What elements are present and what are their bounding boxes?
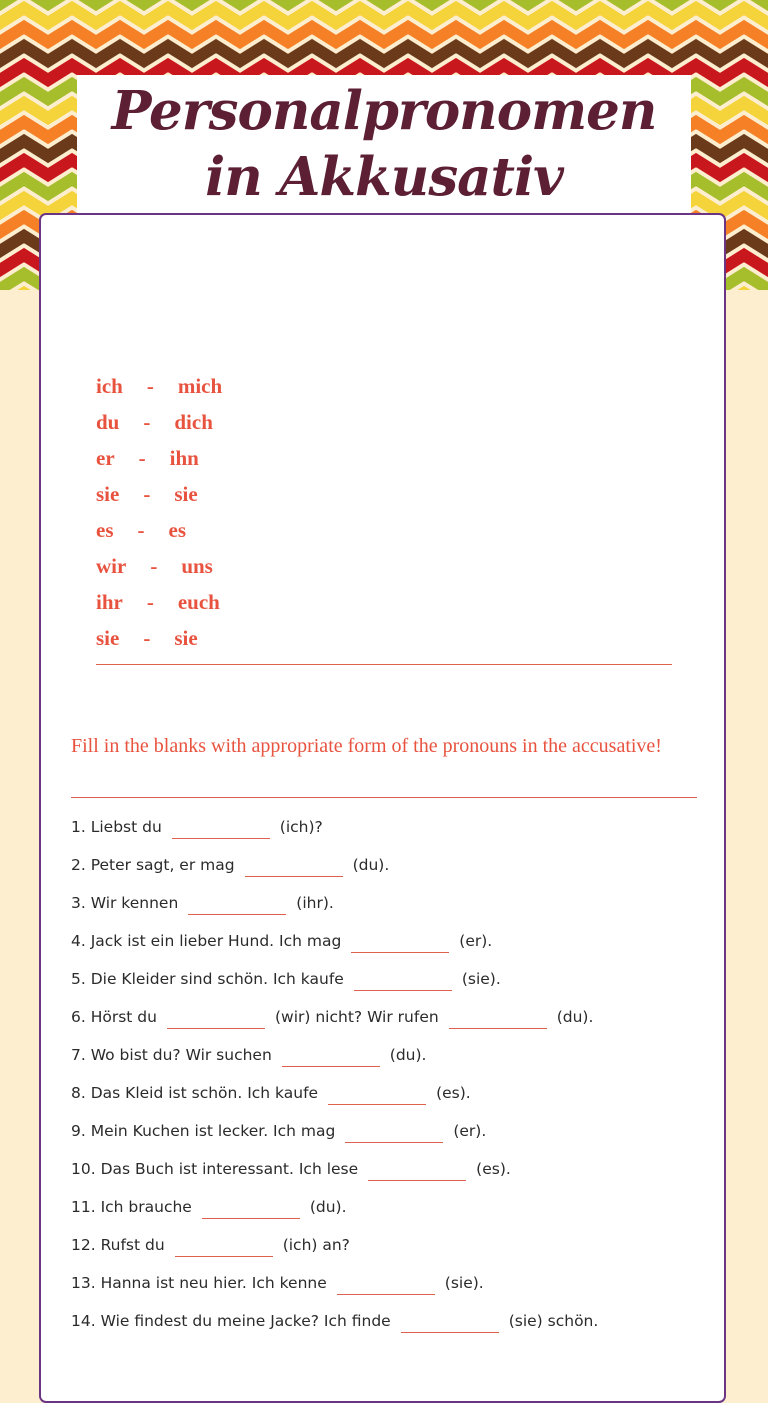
exercise-text: 5. Die Kleider sind schön. Ich kaufe <box>71 970 344 988</box>
pronoun-row <box>96 368 222 404</box>
exercise-text: 12. Rufst du <box>71 1236 165 1254</box>
exercise-text: (er). <box>459 932 493 950</box>
pronoun-row <box>96 584 222 620</box>
exercise-text: 9. Mein Kuchen ist lecker. Ich mag <box>71 1122 336 1140</box>
exercise-text: (er). <box>453 1122 487 1140</box>
exercise-instruction: Fill in the blanks with appropriate form of the pronouns in the accusative! <box>71 735 662 757</box>
pronoun-separator: - <box>143 482 151 506</box>
exercise-text: (sie). <box>444 1274 484 1292</box>
answer-blank[interactable] <box>351 952 449 953</box>
nominative-pronoun: ihr <box>96 590 123 614</box>
pronoun-table <box>96 368 222 656</box>
answer-blank[interactable] <box>401 1332 499 1333</box>
pronoun-separator: - <box>137 518 145 542</box>
exercise-text: 13. Hanna ist neu hier. Ich kenne <box>71 1274 327 1292</box>
pronoun-row <box>96 512 222 548</box>
exercise-item <box>71 1261 598 1299</box>
exercise-text: (sie) schön. <box>508 1312 599 1330</box>
pronoun-separator: - <box>143 410 151 434</box>
nominative-pronoun: er <box>96 446 115 470</box>
pronoun-separator: - <box>138 446 146 470</box>
nominative-pronoun: es <box>96 518 114 542</box>
exercise-item <box>71 1147 598 1185</box>
exercise-item <box>71 881 598 919</box>
answer-blank[interactable] <box>337 1294 435 1295</box>
answer-blank[interactable] <box>167 1028 265 1029</box>
accusative-pronoun: ihn <box>169 446 199 470</box>
exercise-text: (es). <box>476 1160 511 1178</box>
answer-blank[interactable] <box>188 914 286 915</box>
exercise-text: (du). <box>389 1046 427 1064</box>
nominative-pronoun: wir <box>96 554 127 578</box>
accusative-pronoun: uns <box>181 554 213 578</box>
exercise-list <box>71 805 598 1337</box>
exercise-text: 3. Wir kennen <box>71 894 179 912</box>
exercise-text: (ich) an? <box>282 1236 350 1254</box>
answer-blank[interactable] <box>172 838 270 839</box>
exercise-text: 6. Hörst du <box>71 1008 157 1026</box>
exercise-text: (sie). <box>461 970 501 988</box>
exercise-text: 4. Jack ist ein lieber Hund. Ich mag <box>71 932 342 950</box>
nominative-pronoun: ich <box>96 374 123 398</box>
exercise-item <box>71 1071 598 1109</box>
exercise-item <box>71 805 598 843</box>
answer-blank[interactable] <box>368 1180 466 1181</box>
exercise-item <box>71 995 598 1033</box>
pronoun-row <box>96 404 222 440</box>
chevron-stripe <box>0 0 768 4</box>
answer-blank[interactable] <box>328 1104 426 1105</box>
answer-blank[interactable] <box>345 1142 443 1143</box>
accusative-pronoun: sie <box>174 626 198 650</box>
exercise-text: (ich)? <box>279 818 323 836</box>
divider <box>96 664 672 665</box>
page-title: Personalpronomen in Akkusativ <box>111 80 657 208</box>
exercise-text: 10. Das Buch ist interessant. Ich lese <box>71 1160 359 1178</box>
exercise-text: 7. Wo bist du? Wir suchen <box>71 1046 272 1064</box>
accusative-pronoun: mich <box>177 374 223 398</box>
exercise-item <box>71 919 598 957</box>
exercise-text: (du). <box>309 1198 347 1216</box>
exercise-item <box>71 957 598 995</box>
accusative-pronoun: es <box>168 518 186 542</box>
exercise-text: 14. Wie findest du meine Jacke? Ich finde <box>71 1312 391 1330</box>
exercise-text: (wir) nicht? Wir rufen <box>274 1008 439 1026</box>
accusative-pronoun: sie <box>174 482 198 506</box>
divider <box>71 797 697 798</box>
answer-blank[interactable] <box>449 1028 547 1029</box>
answer-blank[interactable] <box>354 990 452 991</box>
exercise-text: 1. Liebst du <box>71 818 162 836</box>
accusative-pronoun: dich <box>174 410 213 434</box>
pronoun-row <box>96 440 222 476</box>
nominative-pronoun: sie <box>96 482 120 506</box>
accusative-pronoun: euch <box>177 590 220 614</box>
answer-blank[interactable] <box>282 1066 380 1067</box>
pronoun-row <box>96 476 222 512</box>
exercise-item <box>71 1109 598 1147</box>
answer-blank[interactable] <box>245 876 343 877</box>
exercise-text: 8. Das Kleid ist schön. Ich kaufe <box>71 1084 319 1102</box>
exercise-item <box>71 843 598 881</box>
exercise-text: 11. Ich brauche <box>71 1198 192 1216</box>
pronoun-separator: - <box>146 374 154 398</box>
exercise-item <box>71 1223 598 1261</box>
pronoun-row <box>96 548 222 584</box>
pronoun-separator: - <box>146 590 154 614</box>
exercise-text: 2. Peter sagt, er mag <box>71 856 235 874</box>
exercise-text: (ihr). <box>296 894 334 912</box>
pronoun-row <box>96 620 222 656</box>
nominative-pronoun: sie <box>96 626 120 650</box>
answer-blank[interactable] <box>175 1256 273 1257</box>
exercise-item <box>71 1185 598 1223</box>
exercise-item <box>71 1299 598 1337</box>
pronoun-separator: - <box>143 626 151 650</box>
nominative-pronoun: du <box>96 410 120 434</box>
exercise-text: (es). <box>436 1084 471 1102</box>
pronoun-separator: - <box>150 554 158 578</box>
answer-blank[interactable] <box>202 1218 300 1219</box>
exercise-text: (du). <box>556 1008 594 1026</box>
exercise-item <box>71 1033 598 1071</box>
exercise-text: (du). <box>352 856 390 874</box>
